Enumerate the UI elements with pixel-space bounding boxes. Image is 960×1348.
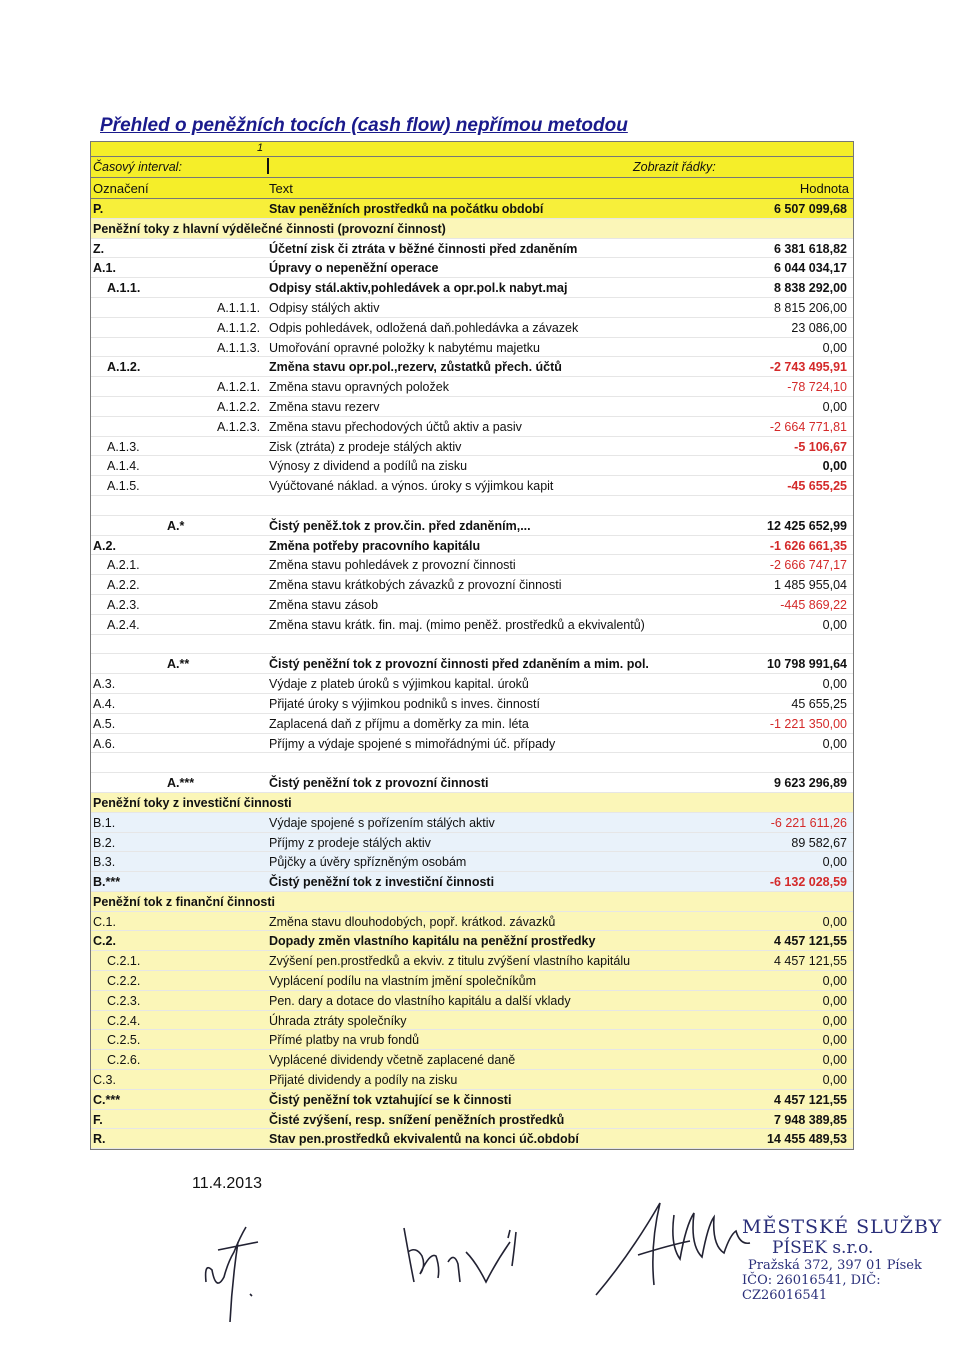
table-row [91,496,853,516]
row-value: 0,00 [822,1073,847,1088]
row-code: C.2.2. [107,974,141,989]
row-value: 0,00 [822,677,847,692]
row-text: Příjmy a výdaje spojené s mimořádnými úč. případy [269,736,556,751]
row-text: Vyúčtované náklad. a výnos. úroky s výjimkou kapit [269,479,554,494]
table-row [91,318,853,338]
row-value: 0,00 [822,340,847,355]
stamp-line-3: Pražská 372, 397 01 Písek [748,1258,922,1273]
row-text: Změna stavu pohledávek z provozní činnosti [269,558,516,573]
row-value: 0,00 [822,914,847,929]
table-row [91,338,853,358]
stamp-line-4: IČO: 26016541, DIČ: CZ26016541 [742,1273,881,1303]
section-header-row [91,793,853,813]
row-code: B.2. [93,835,116,850]
row-code: A.*** [167,776,195,791]
interval-label: Časový interval: [93,160,182,174]
row-code: A.1.3. [107,439,140,454]
section-title: Peněžní toky z investiční činnosti [93,795,292,810]
row-text: Účetní zisk či ztráta v běžné činnosti před zdaněním [269,241,578,256]
row-value: 4 457 121,55 [774,1092,847,1107]
document-date: 11.4.2013 [192,1175,262,1192]
table-row [91,694,853,714]
column-header-code: Označení [93,181,149,196]
row-text: Výdaje z plateb úroků s výjimkou kapital. úroků [269,677,529,692]
row-code: A.1.1.3. [217,340,261,355]
table-row [91,1090,853,1110]
table-row [91,714,853,734]
row-text: Čistý peněžní tok z investiční činnosti [269,875,495,890]
row-text: Pen. dary a dotace do vlastního kapitálu a další vklady [269,993,571,1008]
row-code: A.2.3. [107,597,140,612]
row-value: 0,00 [822,1053,847,1068]
table-row [91,1129,853,1149]
section-title: Peněžní tok z finanční činnosti [93,894,275,909]
row-value: -5 106,67 [794,439,847,454]
row-value: 89 582,67 [791,835,847,850]
row-value: 0,00 [822,974,847,989]
section-header-row [91,219,853,239]
table-row [91,635,853,655]
row-value: 0,00 [822,1013,847,1028]
interval-field[interactable] [267,158,609,174]
table-row [91,298,853,318]
row-code: A.5. [93,716,116,731]
table-row [91,397,853,417]
row-text: Úpravy o nepeněžní operace [269,261,439,276]
row-code: C.2.1. [107,954,141,969]
row-code: A.1.2. [107,360,141,375]
row-value: 0,00 [822,993,847,1008]
row-text: Výdaje spojené s pořízením stálých aktiv [269,815,495,830]
row-value: 23 086,00 [791,320,847,335]
signature-3 [590,1195,760,1305]
row-text: Změna stavu přechodových účtů aktiv a pasiv [269,419,522,434]
table-row [91,1110,853,1130]
row-value: 6 044 034,17 [774,261,847,276]
table-row [91,437,853,457]
table-row [91,813,853,833]
table-row [91,1070,853,1090]
row-text: Výnosy z dividend a podílů na zisku [269,459,468,474]
table-row [91,753,853,773]
table-row [91,456,853,476]
row-code: C.2.6. [107,1053,141,1068]
row-code: B.3. [93,855,116,870]
row-value: 0,00 [822,855,847,870]
row-text: Přímé platby na vrub fondů [269,1033,420,1048]
table-row [91,931,853,951]
row-text: Vyplácené dividendy včetně zaplacené daně [269,1053,516,1068]
header-strip [91,142,853,157]
row-value: 6 381 618,82 [774,241,847,256]
row-code: A.2. [93,538,116,553]
header-number: 1 [257,142,264,154]
row-value: 8 838 292,00 [774,281,847,296]
row-text: Odpisy stálých aktiv [269,300,380,315]
row-code: A.1.5. [107,479,140,494]
table-row [91,991,853,1011]
row-text: Dopady změn vlastního kapitálu na peněžní prostředky [269,934,596,949]
row-code: C.*** [93,1092,121,1107]
document-title: Přehled o peněžních tocích (cash flow) nepřímou metodou [100,115,628,136]
row-code: A.1.1. [107,281,141,296]
row-value: -78 724,10 [787,380,847,395]
row-code: A.3. [93,677,116,692]
row-text: Změna stavu opr.pol.,rezerv, zůstatků přech. účtů [269,360,562,375]
row-code: B.1. [93,815,116,830]
row-text: Změna stavu zásob [269,597,379,612]
row-code: F. [93,1112,103,1127]
row-code: A.2.1. [107,558,140,573]
row-value: 6 507 099,68 [774,202,847,216]
row-code: A.2.2. [107,578,140,593]
table-row [91,615,853,635]
row-value: -445 869,22 [780,597,847,612]
row-value: 0,00 [822,399,847,414]
row-text: Změna stavu dlouhodobých, popř. krátkod. závazků [269,914,556,929]
table-row [91,1030,853,1050]
row-text: Příjmy z prodeje stálých aktiv [269,835,431,850]
row-code: C.1. [93,914,116,929]
company-stamp [742,1216,960,1303]
row-value: 8 815 206,00 [774,300,847,315]
row-value: 1 485 955,04 [774,578,847,593]
row-text: Čistý peněžní tok vztahující se k činnosti [269,1092,512,1107]
table-row [91,674,853,694]
table-row [91,417,853,437]
table-row [91,1050,853,1070]
table-row [91,278,853,298]
row-text: Změna stavu krátkobých závazků z provozní činnosti [269,578,562,593]
row-code: A.* [167,518,185,533]
row-text: Odpisy stál.aktiv,pohledávek a opr.pol.k nabyt.maj [269,281,568,296]
row-text: Půjčky a úvěry spřízněným osobám [269,855,467,870]
row-text: Změna stavu rezerv [269,399,380,414]
row-text: Zvýšení pen.prostředků a ekviv. z titulu zvýšení vlastního kapitálu [269,954,631,969]
row-text: Změna potřeby pracovního kapitálu [269,538,481,553]
table-row [91,258,853,278]
row-code: A.** [167,657,190,672]
row-code: A.1.1.2. [217,320,261,335]
row-code: C.2. [93,934,116,949]
row-value: -6 132 028,59 [769,875,847,890]
stamp-line-2: PÍSEK s.r.o. [772,1238,874,1258]
table-row [91,516,853,536]
table-row [91,595,853,615]
row-value: 10 798 991,64 [767,657,847,672]
signature-2 [400,1222,530,1292]
row-value: 45 655,25 [791,696,847,711]
row-code: C.3. [93,1073,116,1088]
row-text: Zaplacená daň z příjmu a doměrky za min. léta [269,716,529,731]
table-row [91,654,853,674]
row-code: A.1.2.3. [217,419,261,434]
table-row [91,1011,853,1031]
row-text: Změna stavu krátk. fin. maj. (mimo peněž. prostředků a ekvivalentů) [269,617,645,632]
row-code: Z. [93,241,105,256]
column-header-row [91,178,853,199]
row-value: 0,00 [822,736,847,751]
table-row [91,239,853,259]
row-value: 7 948 389,85 [774,1112,847,1127]
row-text: Čistý peněžní tok z provozní činnosti [269,776,489,791]
row-text: Změna stavu opravných položek [269,380,449,395]
row-value: -6 221 611,26 [770,815,847,830]
table-row [91,833,853,853]
row-text: Stav peněžních prostředků na počátku období [269,202,544,216]
row-value: 9 623 296,89 [774,776,847,791]
row-value: 0,00 [822,617,847,632]
row-value: -1 221 350,00 [769,716,847,731]
show-rows-label: Zobrazit řádky: [633,160,716,174]
table-row [91,199,853,219]
table-row [91,476,853,496]
row-value: 4 457 121,55 [774,954,847,969]
row-text: Přijaté dividendy a podíly na zisku [269,1073,458,1088]
row-code: A.1.2.2. [217,399,261,414]
row-code: A.2.4. [107,617,140,632]
row-code: B.*** [93,875,121,890]
interval-row [91,157,853,178]
table-row [91,773,853,793]
row-value: 0,00 [822,459,847,474]
cash-flow-table [90,141,854,1150]
section-header-row [91,892,853,912]
row-code: C.2.3. [107,993,141,1008]
table-row [91,852,853,872]
row-code: P. [93,202,104,216]
row-code: C.2.5. [107,1033,141,1048]
row-text: Čistý peněž.tok z prov.čin. před zdaněním,... [269,518,531,533]
row-text: Přijaté úroky s výjimkou podniků s inves. činností [269,696,540,711]
row-value: -2 666 747,17 [769,558,847,573]
table-row [91,357,853,377]
row-text: Úhrada ztráty společníky [269,1013,407,1028]
row-value: 0,00 [822,1033,847,1048]
table-row [91,912,853,932]
table-row [91,536,853,556]
row-value: 12 425 652,99 [767,518,847,533]
row-code: A.6. [93,736,116,751]
stamp-line-1: MĚSTSKÉ SLUŽBY [742,1216,943,1238]
row-value: -45 655,25 [787,479,847,494]
row-text: Umořování opravné položky k nabytému majetku [269,340,540,355]
table-row [91,971,853,991]
table-row [91,951,853,971]
row-code: A.1.4. [107,459,140,474]
row-text: Odpis pohledávek, odložená daň.pohledávka a závazek [269,320,579,335]
row-code: A.1.1.1. [217,300,261,315]
table-row [91,575,853,595]
signature-1 [198,1222,278,1332]
table-row [91,734,853,754]
row-code: A.4. [93,696,116,711]
table-body [91,199,853,1149]
row-text: Čistý peněžní tok z provozní činnosti před zdaněním a mim. pol. [269,657,649,672]
section-title: Peněžní toky z hlavní výdělečné činnosti (provozní činnost) [93,221,446,236]
column-header-text: Text [269,181,293,196]
row-code: R. [93,1132,106,1147]
column-header-value: Hodnota [799,181,849,196]
row-text: Čisté zvýšení, resp. snížení peněžních prostředků [269,1112,565,1127]
row-value: -2 664 771,81 [769,419,847,434]
row-code: C.2.4. [107,1013,141,1028]
row-code: A.1.2.1. [217,380,261,395]
row-text: Vyplácení podílu na vlastním jmění společníkům [269,974,537,989]
row-text: Zisk (ztráta) z prodeje stálých aktiv [269,439,462,454]
row-text: Stav pen.prostředků ekvivalentů na konci úč.období [269,1132,579,1147]
row-value: 14 455 489,53 [767,1132,847,1147]
table-row [91,872,853,892]
row-code: A.1. [93,261,116,276]
row-value: -1 626 661,35 [769,538,847,553]
table-row [91,377,853,397]
row-value: -2 743 495,91 [769,360,847,375]
row-value: 4 457 121,55 [774,934,847,949]
table-row [91,555,853,575]
